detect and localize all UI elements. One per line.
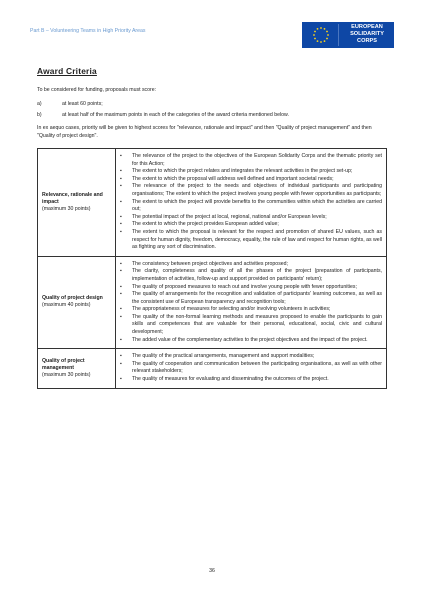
list-item: ▪ The extent to which the project will provide benefits to the communities within which the activities are carried out; (116, 199, 382, 214)
list-text: at least 60 points; (62, 101, 103, 107)
page-number: 36 (209, 568, 215, 574)
table-row (38, 256, 387, 349)
list-letter: a) (37, 101, 42, 107)
award-criteria-table (37, 148, 387, 389)
list-item: ▪ The relevance of the project to the needs and objectives of individual participants and participating organisations; The extent to which the project involves young people with fewer opportunities as participants; (116, 183, 382, 198)
list-item: ▪ The quality of measures for evaluating and disseminating the outcomes of the project. (116, 376, 382, 384)
list-item: ▪ The clarity, completeness and quality of all the phases of the project (preparation of participants, implementation of activities, follow-up and support provided on participants' return); (116, 268, 382, 283)
list-item: ▪ The potential impact of the project at local, regional, national and/or European levels; (116, 214, 382, 222)
list-item (37, 110, 289, 121)
criterion-label-cell (38, 149, 116, 257)
list-item: ▪ The appropriateness of measures for selecting and/or involving volunteers in activities; (116, 306, 382, 314)
list-item: ▪ The quality of the non-formal learning methods and measures proposed to enable the participants to gain skills and competences that are valuable for their personal, educational, social, civic and cultural development; (116, 314, 382, 337)
section-title: Award Criteria (37, 66, 97, 76)
criterion-items-cell (116, 256, 387, 349)
criterion-label-cell (38, 256, 116, 349)
criterion-items (116, 153, 382, 252)
criterion-items (116, 353, 382, 383)
page-header (30, 22, 394, 48)
criterion-title: Quality of project design (42, 295, 103, 302)
criterion-points: (maximum 40 points) (42, 302, 91, 309)
list-item: ▪ The extent to which the project provides European added value; (116, 221, 382, 229)
list-item: ▪ The relevance of the project to the objectives of the European Solidarity Corps and the thematic priority set for this Action; (116, 153, 382, 168)
eu-flag-icon (304, 24, 339, 46)
criterion-points: (maximum 30 points) (42, 372, 91, 379)
criterion-title: Relevance, rationale and impact (42, 191, 103, 205)
list-item: ▪ The quality of the practical arrangements, management and support modalities; (116, 353, 382, 361)
logo-wordmark: EUROPEAN SOLIDARITY CORPS (350, 24, 384, 44)
list-item: ▪ The quality of proposed measures to reach out and involve young people with fewer opportunities; (116, 284, 382, 292)
table-row (38, 349, 387, 388)
list-item (37, 99, 289, 110)
list-item: ▪ The extent to which the project relates and integrates the relevant activities in the project set-up; (116, 168, 382, 176)
criterion-points: (maximum 30 points) (42, 205, 91, 212)
criterion-items (116, 261, 382, 345)
running-title: Part B – Volunteering Teams in High Priority Areas (30, 28, 146, 34)
score-requirements-list (37, 99, 289, 121)
list-item: ▪ The extent to which the proposal is relevant for the respect and promotion of shared EU values, such as respect for human dignity, freedom, democracy, equality, the rule of law and respect for human rights, as well as fighting any sort of discrimination. (116, 229, 382, 252)
criterion-label-cell (38, 349, 116, 388)
intro-text: To be considered for funding, proposals must score: (37, 87, 157, 93)
list-letter: b) (37, 112, 42, 118)
list-item: ▪ The added value of the complementary activities to the project objectives and the impact of the project. (116, 337, 382, 345)
table-row (38, 149, 387, 257)
criterion-items-cell (116, 149, 387, 257)
list-item: ▪ The quality of arrangements for the recognition and validation of participants' learning outcomes, as well as the consistent use of European transparency and recognition tools; (116, 291, 382, 306)
priority-note: In ex aequo cases, priority will be given to highest scores for "relevance, rationale and impact" and then "Quality of project management" and then "Quality of project design". (37, 125, 372, 139)
criterion-title: Quality of project management (42, 357, 85, 371)
european-solidarity-corps-logo (302, 22, 394, 48)
list-text: at least half of the maximum points in each of the categories of the award criteria mentioned below. (62, 112, 289, 118)
list-item: ▪ The quality of cooperation and communication between the participating organisations, as well as with other relevant stakeholders; (116, 361, 382, 376)
list-item: ▪ The extent to which the proposal will address well defined and important societal needs; (116, 176, 382, 184)
list-item: ▪ The consistency between project objectives and activities proposed; (116, 261, 382, 269)
criterion-items-cell (116, 349, 387, 388)
